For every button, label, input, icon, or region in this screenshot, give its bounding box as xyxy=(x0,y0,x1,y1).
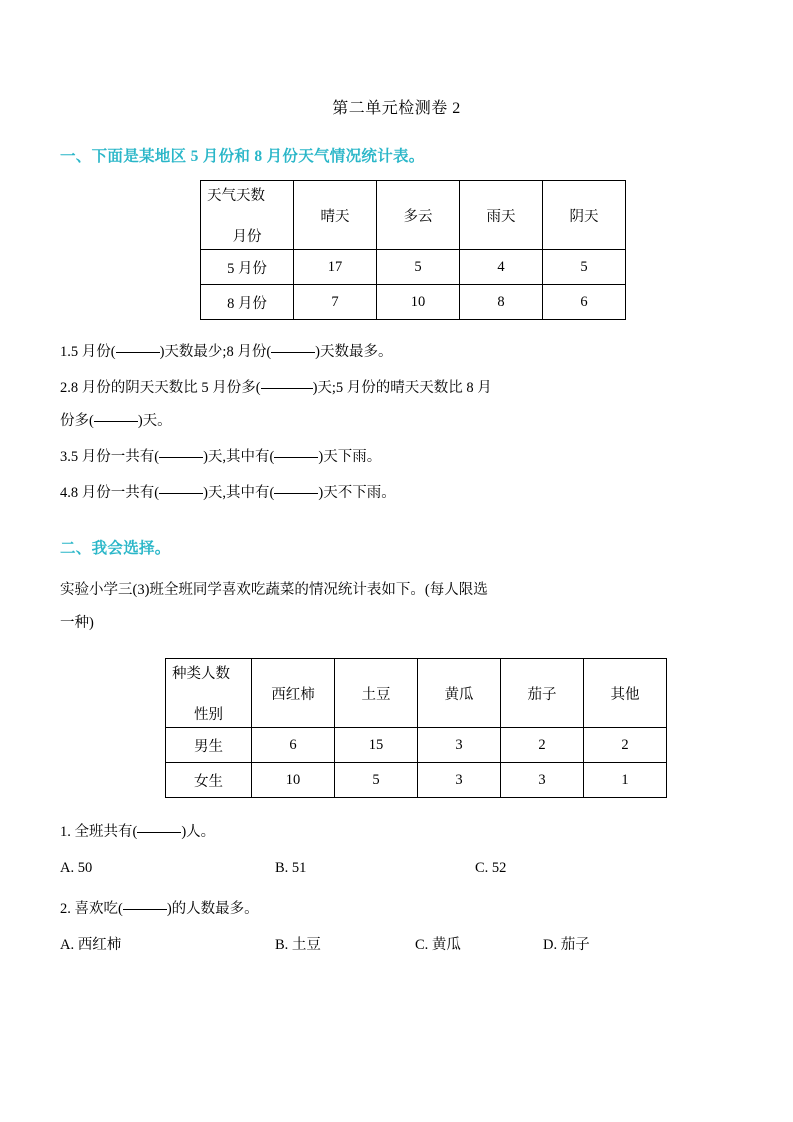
table-header-row xyxy=(201,181,626,250)
vegetable-statistics-table xyxy=(165,658,667,798)
question-text: )天下雨。 xyxy=(318,449,382,465)
question-text: 份多( xyxy=(60,413,94,429)
answer-blank[interactable] xyxy=(159,492,203,494)
column-header: 多云 xyxy=(377,181,460,250)
question-text: )天,其中有( xyxy=(203,485,275,501)
column-header: 茄子 xyxy=(501,659,584,728)
answer-blank[interactable] xyxy=(159,456,203,458)
table-cell: 10 xyxy=(252,763,335,798)
question-text: )天,其中有( xyxy=(203,449,275,465)
column-header: 其他 xyxy=(584,659,667,728)
table-row xyxy=(166,763,667,798)
intro-line-1: 实验小学三(3)班全班同学喜欢吃蔬菜的情况统计表如下。(每人限选 xyxy=(60,582,488,598)
corner-top-label: 种类人数 xyxy=(172,666,230,682)
column-header: 晴天 xyxy=(294,181,377,250)
question-2-2-options xyxy=(60,929,733,962)
table-cell: 6 xyxy=(543,285,626,320)
table-cell: 3 xyxy=(501,763,584,798)
question-text: )天;5 月份的晴天天数比 8 月 xyxy=(312,380,492,396)
question-text: 2.8 月份的阴天天数比 5 月份多( xyxy=(60,380,261,396)
answer-blank[interactable] xyxy=(271,351,315,353)
table-cell: 15 xyxy=(335,728,418,763)
section-2-heading: 二、我会选择。 xyxy=(60,540,171,557)
answer-blank[interactable] xyxy=(94,420,138,422)
corner-bottom-label: 月份 xyxy=(232,229,262,245)
table-cell: 5 xyxy=(377,250,460,285)
table-row xyxy=(166,728,667,763)
section-1-heading: 一、下面是某地区 5 月份和 8 月份天气情况统计表。 xyxy=(60,148,425,165)
question-1-4 xyxy=(60,477,733,510)
question-text: 2. 喜欢吃( xyxy=(60,901,123,917)
table-cell: 7 xyxy=(294,285,377,320)
section-2-intro xyxy=(60,574,733,640)
question-text: 1. 全班共有( xyxy=(60,824,138,840)
row-label: 女生 xyxy=(166,763,252,798)
question-text: )天数最少;8 月份( xyxy=(159,344,272,360)
table-row xyxy=(201,285,626,320)
table-cell: 3 xyxy=(418,728,501,763)
question-text: )天数最多。 xyxy=(315,344,393,360)
question-text: )天。 xyxy=(137,413,172,429)
question-text: )的人数最多。 xyxy=(166,901,259,917)
weather-statistics-table xyxy=(200,180,626,320)
option-b[interactable]: B. 51 xyxy=(275,860,307,876)
table-cell: 1 xyxy=(584,763,667,798)
question-text: )天不下雨。 xyxy=(318,485,396,501)
table-cell: 6 xyxy=(252,728,335,763)
table-cell: 2 xyxy=(501,728,584,763)
row-label: 8 月份 xyxy=(201,285,294,320)
option-a[interactable]: A. 50 xyxy=(60,860,93,876)
table-cell: 5 xyxy=(543,250,626,285)
option-b[interactable]: B. 土豆 xyxy=(275,937,321,953)
question-1-2 xyxy=(60,372,733,438)
column-header: 雨天 xyxy=(460,181,543,250)
corner-top-label: 天气天数 xyxy=(207,188,265,204)
question-2-2 xyxy=(60,893,733,926)
column-header: 土豆 xyxy=(335,659,418,728)
table-header-row xyxy=(166,659,667,728)
question-text: 4.8 月份一共有( xyxy=(60,485,160,501)
question-1-3 xyxy=(60,441,733,474)
column-header: 阴天 xyxy=(543,181,626,250)
table-cell: 17 xyxy=(294,250,377,285)
table-row xyxy=(201,250,626,285)
option-d[interactable]: D. 茄子 xyxy=(543,937,590,953)
question-1-1 xyxy=(60,336,733,369)
table-cell: 2 xyxy=(584,728,667,763)
question-text: )人。 xyxy=(181,824,216,840)
answer-blank[interactable] xyxy=(116,351,160,353)
answer-blank[interactable] xyxy=(274,492,318,494)
table-cell: 3 xyxy=(418,763,501,798)
table-cell: 8 xyxy=(460,285,543,320)
table-corner-cell xyxy=(166,659,252,728)
question-2-1 xyxy=(60,816,733,849)
question-text: 1.5 月份( xyxy=(60,344,116,360)
intro-line-2: 一种) xyxy=(60,615,94,631)
option-c[interactable]: C. 52 xyxy=(475,860,507,876)
question-2-1-options xyxy=(60,852,733,885)
corner-bottom-label: 性别 xyxy=(194,707,223,723)
option-a[interactable]: A. 西红柿 xyxy=(60,937,122,953)
table-cell: 4 xyxy=(460,250,543,285)
table-cell: 5 xyxy=(335,763,418,798)
answer-blank[interactable] xyxy=(274,456,318,458)
answer-blank[interactable] xyxy=(123,908,167,910)
column-header: 黄瓜 xyxy=(418,659,501,728)
row-label: 5 月份 xyxy=(201,250,294,285)
row-label: 男生 xyxy=(166,728,252,763)
answer-blank[interactable] xyxy=(261,387,313,389)
column-header: 西红柿 xyxy=(252,659,335,728)
table-cell: 10 xyxy=(377,285,460,320)
answer-blank[interactable] xyxy=(137,831,181,833)
table-corner-cell xyxy=(201,181,294,250)
question-text: 3.5 月份一共有( xyxy=(60,449,160,465)
option-c[interactable]: C. 黄瓜 xyxy=(415,937,461,953)
page-title: 第二单元检测卷 2 xyxy=(332,100,461,117)
